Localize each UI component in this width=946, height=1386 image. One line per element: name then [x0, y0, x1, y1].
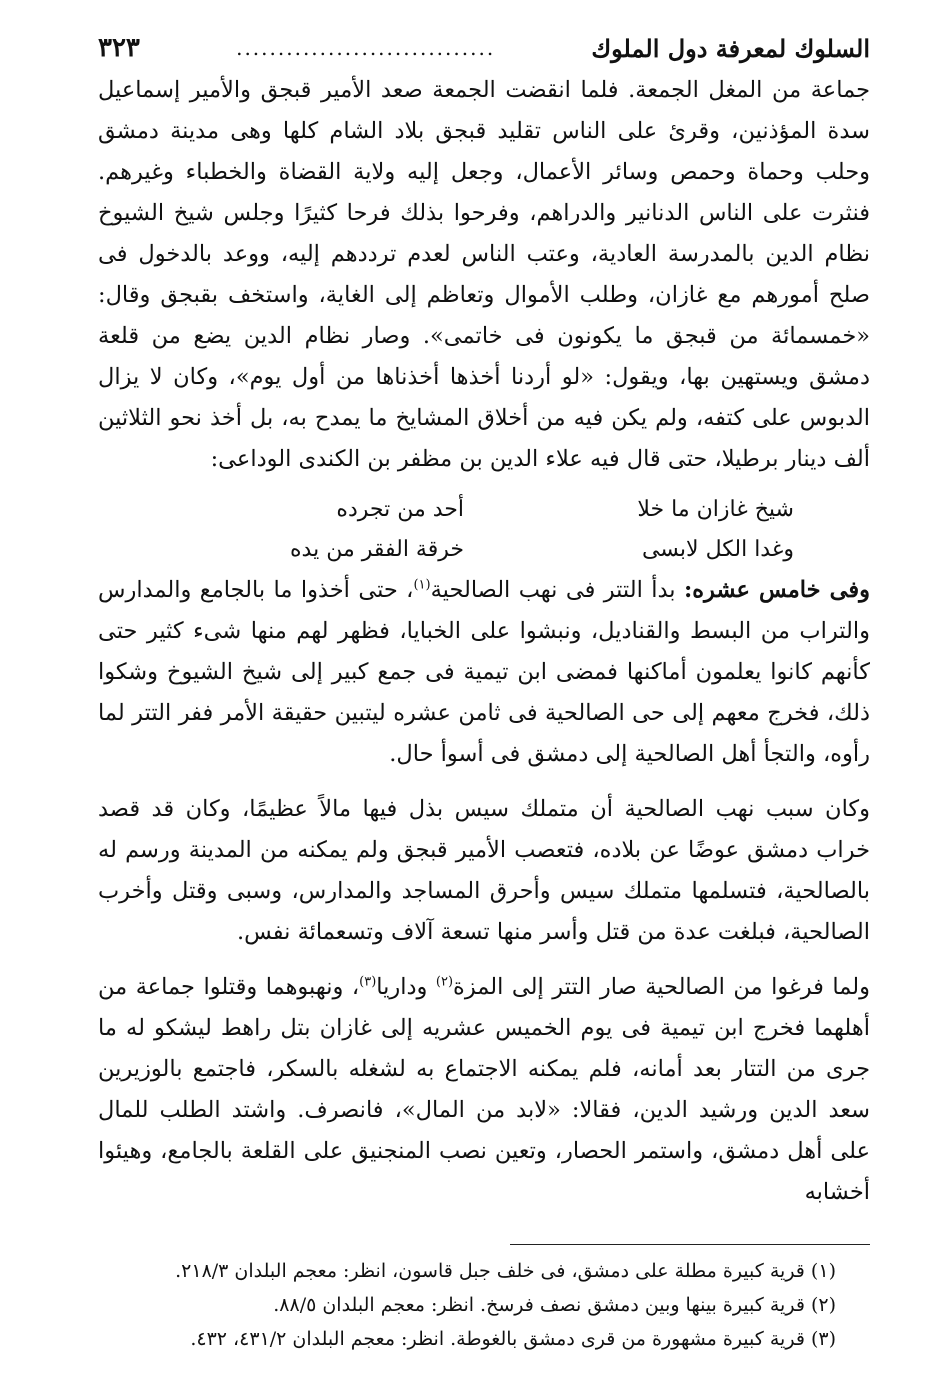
verse-line-1-first-hemistich: شيخ غازان ما خلا [637, 497, 794, 522]
paragraph-2 [98, 570, 870, 775]
paragraph-4-text-b: وداريا [376, 974, 436, 1000]
book-title: السلوك لمعرفة دول الملوك [591, 33, 870, 63]
footnote-separator [510, 1244, 870, 1245]
verse-line-1-second-hemistich: أحد من تجرده [336, 497, 464, 522]
verse-line-1 [98, 490, 870, 530]
verse-block [98, 490, 870, 570]
footnote-ref-3: (٣) [359, 974, 377, 990]
header-leader-dots: ............................... [236, 36, 496, 60]
paragraph-2-text-a: بدأ التتر فى نهب الصالحية [430, 577, 684, 603]
verse-line-2-first-hemistich: وغدا الكل لابسى [641, 537, 794, 562]
footnote-ref-1: (١) [413, 577, 431, 593]
running-header [98, 26, 870, 70]
verse-line-2-second-hemistich: خرقة الفقر من يده [290, 537, 464, 562]
footnotes [98, 1254, 836, 1356]
footnote-3: (٣) قرية كبيرة مشهورة من قرى دمشق بالغوطة. انظر: معجم البلدان ٤٣١/٢، ٤٣٢. [190, 1328, 836, 1350]
paragraph-1: جماعة من المغل الجمعة. فلما انقضت الجمعة صعد الأمير قبجق والأمير إسماعيل سدة المؤذنين، وقرئ على الناس تقليد قبجق بلاد الشام كلها وهى مدينة دمشق وحلب وحماة وحمص وسائر الأعمال، وجعل إليه ولاية القضاة والخطباء وغيرهم. فنثرت على الناس الدنانير والدراهم، وفرحوا بذلك فرحا كثيرًا وجلس شيخ الشيوخ نظام الدين بالمدرسة العادية، وعتب الناس لعدم ترددهم إليه، ووعد بالدخول فى صلح أمورهم مع غازان، وطلب الأموال وتعاظم إلى الغاية، واستخف بقبجق وقال: «خمسمائة من قبجق ما يكونون فى خاتمى». وصار نظام الدين يضع من قلعة دمشق ويستهين بها، ويقول: «لو أردنا أخذها أخذناها من أول يوم»، وكان لا يزال الدبوس على كتفه، ولم يكن فيه من أخلاق المشايخ ما يمدح به، بل أخذ نحو الثلاثين ألف دينار برطيلا، حتى قال فيه علاء الدين بن مظفر بن الكندى الوداعى: [98, 77, 870, 472]
main-text [98, 70, 870, 1213]
book-page [98, 26, 870, 1366]
paragraph-3: وكان سبب نهب الصالحية أن متملك سيس بذل فيها مالاً عظيمًا، وكان قد قصد خراب دمشق عوضًا عن بلاده، فتعصب الأمير قبجق ولم يمكنه من المدينة ورسم له بالصالحية، فتسلمها متملك سيس وأحرق المساجد والمدارس، وسبى وقتل وأخرب الصالحية، فبلغت عدة من قتل وأسر منها تسعة آلاف وتسعمائة نفس. [98, 796, 870, 945]
paragraph-4-text-c: ، ونهبوهما وقتلوا جماعة من أهلهما فخرج ابن تيمية فى يوم الخميس عشريه إلى غازان بتل راهط ليشكو له ما جرى من التتار بعد أمانه، فلم يمكنه الاجتماع به لشغله بالسكر، فاجتمع بالوزيرين سعد الدين ورشيد الدين، فقالا: «لابد من المال»، فانصرف. واشتد الطلب للمال على أهل دمشق، واستمر الحصار، وتعين نصب المنجنيق على القلعة بالجامع، وهيئوا أخشابه [98, 974, 870, 1205]
verse-line-2 [98, 530, 870, 570]
page-number: ٣٢٣ [98, 33, 140, 63]
paragraph-4-text-a: ولما فرغوا من الصالحية صار التتر إلى المزة [453, 974, 871, 1000]
paragraph-2-text-b: ، حتى أخذوا ما بالجامع والمدارس والتراب من البسط والقناديل، ونبشوا على الخبايا، فظهر لهم منها شىء كثير حتى كأنهم كانوا يعلمون أماكنها فمضى ابن تيمية فى جمع كبير إلى شيخ الشيوخ وشكوا ذلك، فخرج معهم إلى حى الصالحية فى ثامن عشره ليتبين حقيقة الأمر ففر التتر لما رأوه، والتجأ أهل الصالحية إلى دمشق فى أسوأ حال. [98, 577, 870, 767]
footnote-2: (٢) قرية كبيرة بينها وبين دمشق نصف فرسخ. انظر: معجم البلدان ٨٨/٥. [273, 1294, 836, 1316]
paragraph-2-lead: وفى خامس عشره: [683, 577, 870, 603]
footnote-ref-2: (٢) [435, 974, 454, 990]
paragraph-4 [98, 967, 870, 1213]
footnote-1: (١) قرية كبيرة مطلة على دمشق، فى خلف جبل قاسون، انظر: معجم البلدان ٢١٨/٣. [175, 1260, 836, 1282]
